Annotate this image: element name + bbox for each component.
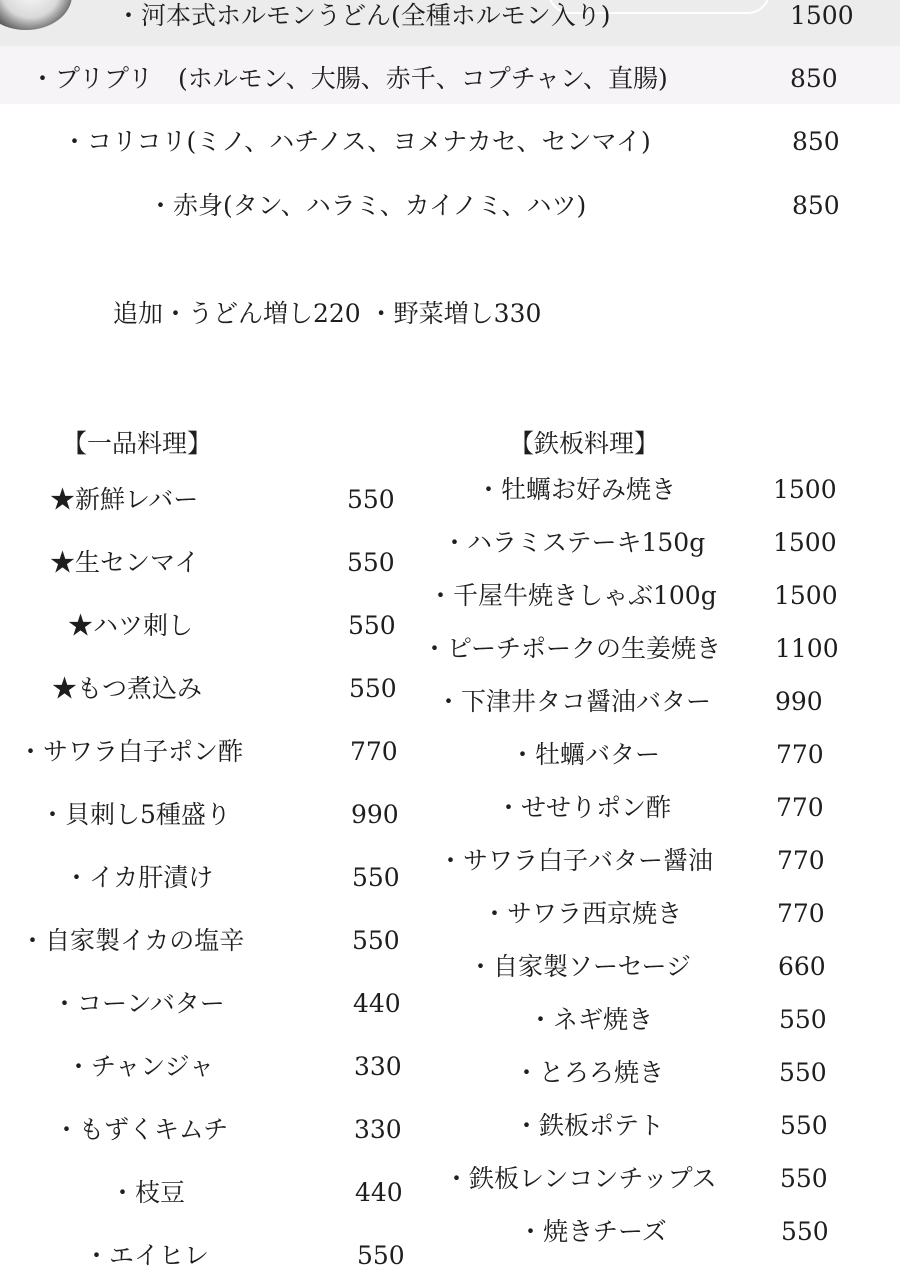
menu-item-name: ・ピーチポークの生姜焼き xyxy=(422,634,722,663)
menu-item-price: 330 xyxy=(354,1115,402,1144)
menu-item-price: 1500 xyxy=(773,475,837,504)
menu-item-name: ・牡蠣お好み焼き xyxy=(476,475,677,504)
menu-item-name: ・コーンバター xyxy=(52,989,225,1018)
menu-item-name: ・河本式ホルモンうどん(全種ホルモン入り) xyxy=(116,1,611,30)
menu-item-price: 440 xyxy=(355,1178,403,1207)
menu-item-price: 850 xyxy=(792,191,840,220)
menu-item-name: ・枝豆 xyxy=(110,1178,186,1207)
menu-item-name: ・イカ肝漬け xyxy=(64,863,214,892)
menu-item-price: 550 xyxy=(348,611,396,640)
menu-item-price: 770 xyxy=(777,899,825,928)
menu-item-price: 550 xyxy=(779,1005,827,1034)
menu-item-price: 770 xyxy=(776,740,824,769)
menu-item-name: ・コリコリ(ミノ、ハチノス、ヨメナカセ、センマイ) xyxy=(62,127,651,156)
menu-item-price: 1500 xyxy=(790,1,854,30)
section-title-ippin: 【一品料理】 xyxy=(62,429,213,458)
menu-item-price: 550 xyxy=(779,1058,827,1087)
menu-item-price: 550 xyxy=(357,1241,405,1270)
menu-item-price: 550 xyxy=(781,1217,829,1246)
menu-item-name: ・牡蠣バター xyxy=(510,740,661,769)
menu-item-name: ・サワラ白子ポン酢 xyxy=(18,737,244,766)
menu-item-name: ・焼きチーズ xyxy=(518,1217,667,1246)
menu-item-name: ★生センマイ xyxy=(50,548,200,577)
menu-item-name: ・鉄板レンコンチップス xyxy=(444,1164,717,1193)
menu-item-name: ・プリプリ (ホルモン、大腸、赤千、コプチャン、直腸) xyxy=(30,64,668,93)
menu-item-price: 550 xyxy=(780,1111,828,1140)
menu-item-name: ・下津井タコ醤油バター xyxy=(436,687,712,716)
menu-item-price: 770 xyxy=(350,737,398,766)
menu-item-price: 550 xyxy=(352,926,400,955)
menu-item-name: ・もずくキムチ xyxy=(54,1115,229,1144)
menu-item-name: ・自家製ソーセージ xyxy=(468,952,692,981)
menu-item-price: 1100 xyxy=(775,634,839,663)
menu-item-price: 550 xyxy=(347,485,395,514)
menu-item-price: 770 xyxy=(776,793,824,822)
menu-item-name: ・チャンジャ xyxy=(66,1052,215,1081)
menu-item-price: 550 xyxy=(352,863,400,892)
menu-item-price: 660 xyxy=(778,952,826,981)
menu-item-name: ・赤身(タン、ハラミ、カイノミ、ハツ) xyxy=(148,191,587,220)
menu-item-price: 440 xyxy=(353,989,401,1018)
menu-item-price: 990 xyxy=(351,800,399,829)
menu-item-price: 850 xyxy=(792,127,840,156)
menu-item-price: 770 xyxy=(777,846,825,875)
menu-item-price: 550 xyxy=(347,548,395,577)
menu-item-price: 550 xyxy=(349,674,397,703)
menu-item-name: ・とろろ焼き xyxy=(514,1058,665,1087)
menu-item-name: ★もつ煮込み xyxy=(52,674,203,703)
menu-item-name: ・エイヒレ xyxy=(84,1241,210,1270)
menu-item-name: ・ハラミステーキ150g xyxy=(442,528,706,557)
menu-item-name: ・せせりポン酢 xyxy=(496,793,672,822)
menu-item-name: ・ネギ焼き xyxy=(528,1005,654,1034)
menu-item-name: ・貝刺し5種盛り xyxy=(40,800,231,829)
menu-item-price: 850 xyxy=(790,64,838,93)
additions-note: 追加・うどん増し220 ・野菜増し330 xyxy=(113,299,542,328)
menu-item-price: 990 xyxy=(775,687,823,716)
menu-item-name: ・サワラ白子バター醤油 xyxy=(438,846,714,875)
menu-item-price: 1500 xyxy=(774,581,838,610)
menu-item-name: ・サワラ西京焼き xyxy=(482,899,683,928)
menu-item-name: ・鉄板ポテト xyxy=(514,1111,665,1140)
menu-item-name: ・千屋牛焼きしゃぶ100g xyxy=(428,581,717,610)
menu-item-name: ★新鮮レバー xyxy=(50,485,199,514)
menu-item-price: 1500 xyxy=(773,528,837,557)
section-title-teppan: 【鉄板料理】 xyxy=(509,429,660,458)
menu-item-price: 550 xyxy=(780,1164,828,1193)
menu-item-price: 330 xyxy=(354,1052,402,1081)
menu-item-name: ・自家製イカの塩辛 xyxy=(20,926,245,955)
menu-item-name: ★ハツ刺し xyxy=(68,611,194,640)
